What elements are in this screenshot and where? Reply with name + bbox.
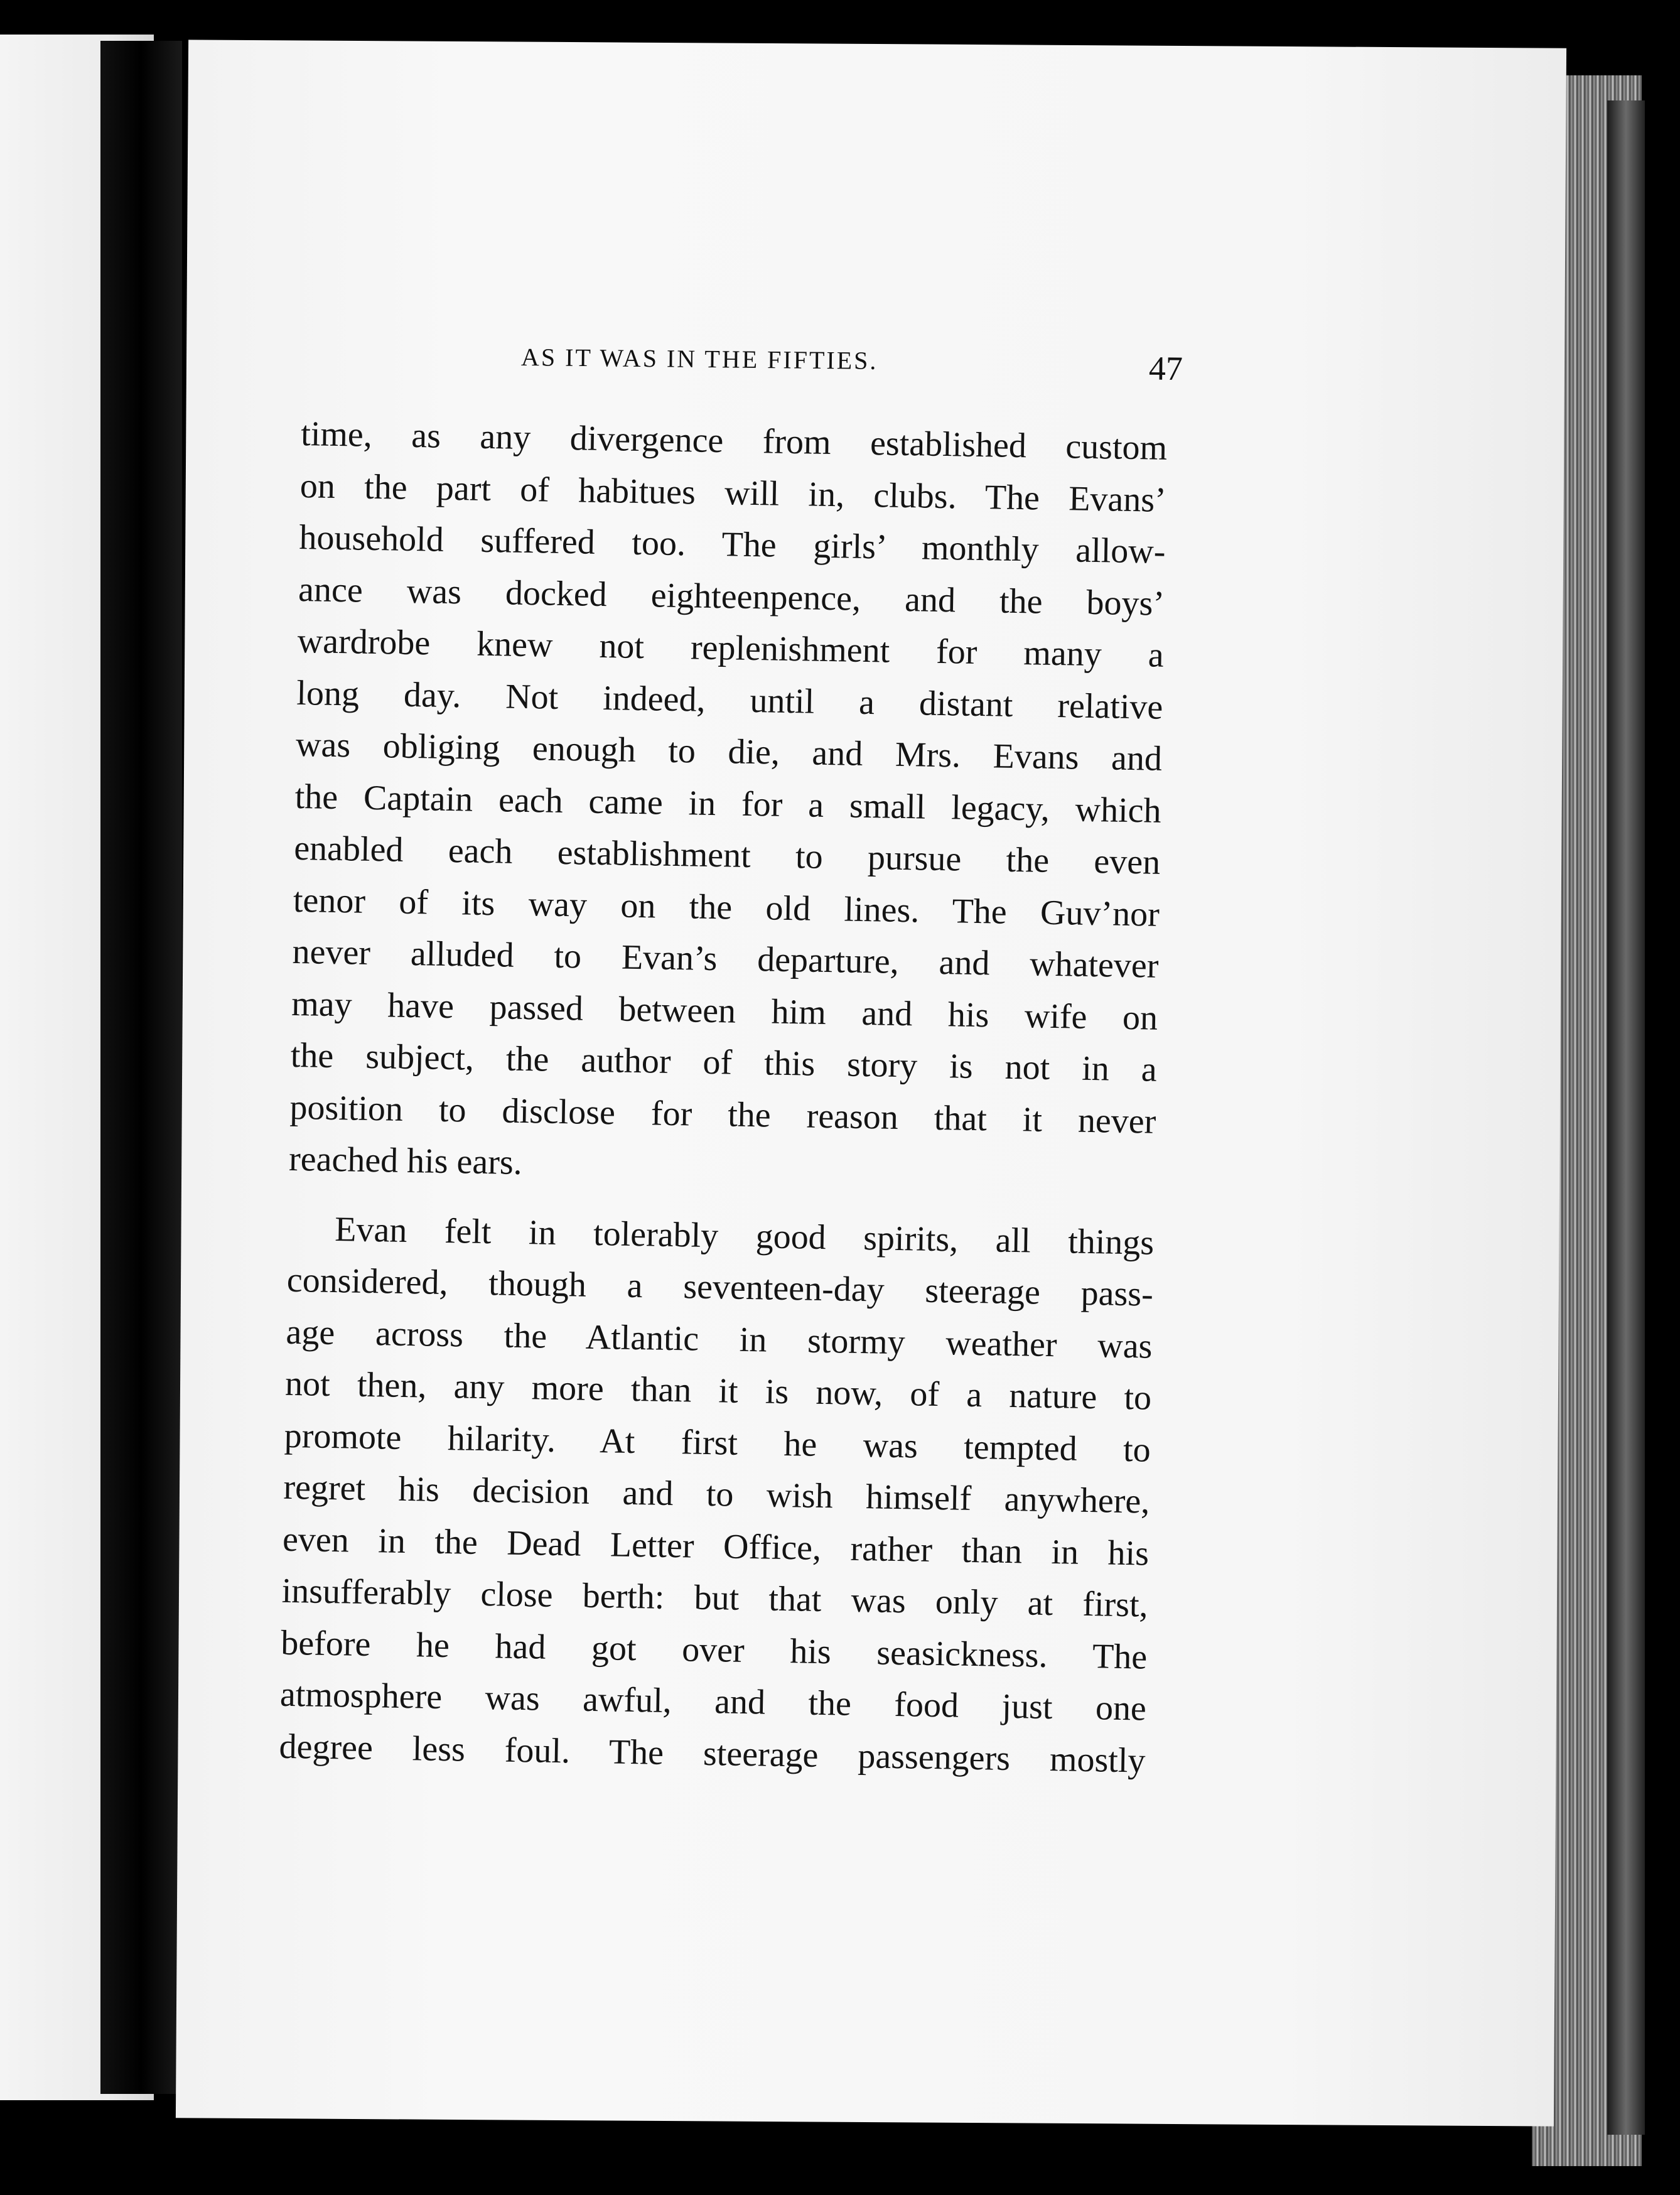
text-line: enabled each establishment to pursue the even [293,828,1161,882]
text-line: promote hilarity. At first he was tempted to [284,1416,1151,1470]
text-line: on the part of habitues will in, clubs. The Evans’ [299,466,1167,520]
text-line: reached his ears. [288,1139,523,1182]
text-line: the Captain each came in for a small legacy, which [294,777,1162,831]
text-line: considered, though a seventeen-day steerage pass- [286,1260,1154,1314]
paragraph-2 [279,1202,1155,1786]
body-text [279,408,1168,1787]
text-line: ance was docked eighteenpence, and the boys’ [298,569,1165,623]
text-line: atmosphere was awful, and the food just one [279,1675,1147,1728]
text-line: insufferably close berth: but that was only at first, [281,1571,1149,1625]
text-line: even in the Dead Letter Office, rather than in his [282,1519,1150,1573]
text-line: regret his decision and to wish himself anywhere, [283,1467,1150,1521]
paragraph-1 [288,408,1167,1199]
text-line: position to disclose for the reason that it never [289,1087,1156,1141]
text-line: age across the Atlantic in stormy weather was [286,1312,1153,1366]
book-gutter [100,41,182,2094]
text-line: tenor of its way on the old lines. The Guv’nor [293,880,1160,934]
text-line: time, as any divergence from established custom [300,414,1168,468]
text-line: before he had got over his seasickness. The [280,1623,1148,1677]
page-number: 47 [1148,349,1183,388]
text-line: not then, any more than it is now, of a nature to [284,1364,1152,1418]
text-line: the subject, the author of this story is not in a [290,1035,1158,1089]
text-line: degree less foul. The steerage passengers mostly [279,1727,1146,1781]
text-line: never alluded to Evan’s departure, and whatever [292,932,1159,986]
running-head: AS IT WAS IN THE FIFTIES. [520,343,878,375]
text-line: Evan felt in tolerably good spirits, all things [334,1209,1155,1263]
text-line: long day. Not indeed, until a distant relative [296,673,1163,727]
text-line: household suffered too. The girls’ monthly allow- [299,517,1166,571]
text-line: was obliging enough to die, and Mrs. Evans and [295,725,1163,779]
page-header [521,342,1181,387]
text-line: wardrobe knew not replenishment for many a [297,621,1165,675]
page-edges-shadow [1607,100,1645,2135]
text-line: may have passed between him and his wife on [291,984,1158,1038]
